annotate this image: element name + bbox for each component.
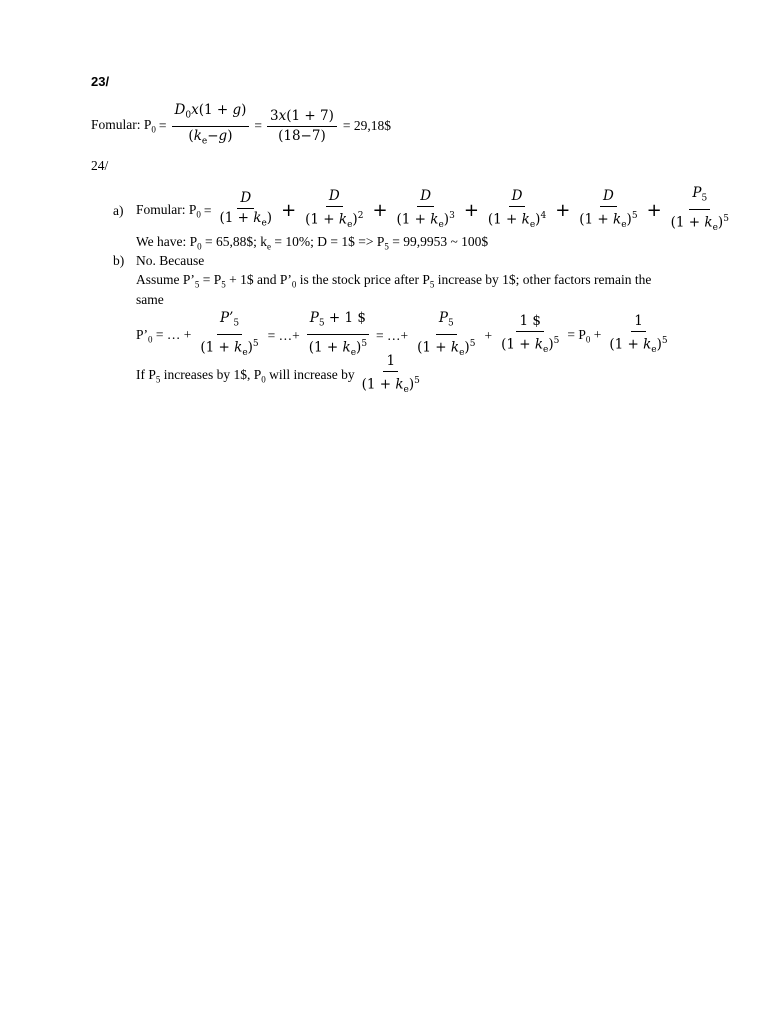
assume-line: Assume $P’_5 = P_5$ + 1$ and $P’_0$ is the stock price after $P_5$ increase by 1$; other factors remain the: [136, 272, 652, 290]
result-23: = 29,18$: [342, 118, 391, 134]
fraction-gordon: $\frac{D_0x(1 + g)}{(k_e-g)}$: [172, 102, 250, 150]
question-23-heading: 23/: [91, 74, 110, 89]
same-line: same: [136, 292, 164, 307]
if-line: If $P_5$ increases by 1$, $P_0$ will increase by $\frac{1}{(1 + k_e)^5}$: [136, 353, 420, 396]
formula-23: Fomular: $P_0$ = $\frac{D_0x(1 + g)}{(k_e-g)}$ = $\frac{3x(1 + 7)}{(18-7)}$ = 29,18$: [91, 102, 391, 150]
we-have-line: We have: $P_0$ = 65,88$; $k_e = 10\%$; D = 1$ => $P_5 = 99,9953$ ~ 100$: [136, 234, 489, 252]
question-24-heading: 24/: [91, 158, 109, 173]
item-b-marker: b): [113, 253, 125, 268]
equals-sign: =: [158, 118, 167, 134]
formula-label: Fomular: $P_0$: [91, 117, 156, 136]
no-because: No. Because: [136, 253, 205, 268]
formula-24b: $P’_0$ = … + $\frac{P’_5}{(1 + k_e)^5}$ = …+ $\frac{P_5 + 1 \$}{(1 + k_e)^5}$ = …+ $\frac{P_5}{(1 + k_e)^5}$ + $\frac{1 \$}{(1 + k_e)^5}$ = $P_0$ + $\frac{1}{(1 + k_e)^5}$: [136, 310, 668, 358]
formula-24a: Fomular: $P_0$ = $\frac{D}{(1 + k_e)}$ + $\frac{D}{(1 + k_e)^2}$ + $\frac{D}{(1 + k_e)^3}$ + $\frac{D}{(1 + k_e)^4}$ + $\frac{D}{(1 + k_e)^5}$ + $\frac{P_5}{(1 + k_e)^5}$: [136, 185, 729, 233]
fraction-values: $\frac{3x(1 + 7)}{(18-7)}$: [267, 108, 337, 145]
formula-label: Fomular: $P_0$: [136, 202, 201, 220]
item-a-marker: a): [113, 203, 124, 218]
